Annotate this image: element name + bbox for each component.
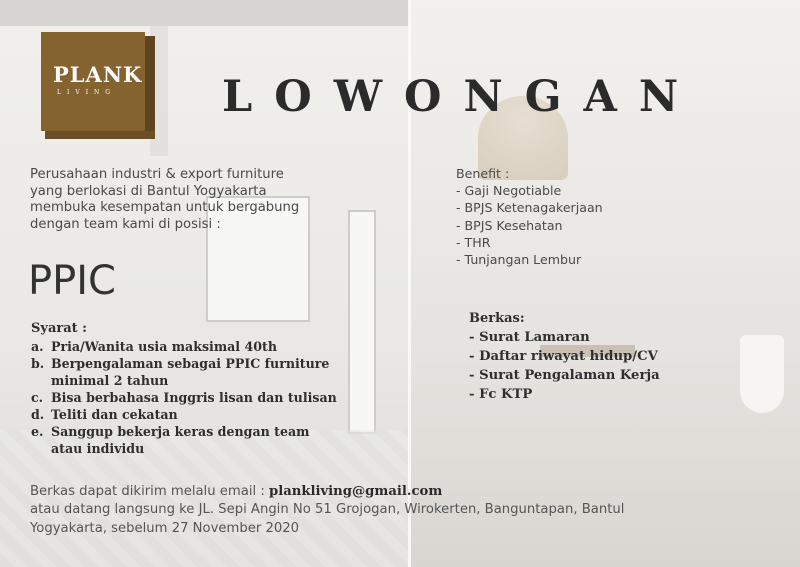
footer-contact <box>30 483 790 538</box>
benefit-item: - BPJS Kesehatan <box>456 217 563 233</box>
intro-text <box>30 167 390 233</box>
ceiling-beam <box>0 0 410 26</box>
benefit-section <box>456 165 603 268</box>
document-item: - Daftar riwayat hidup/CV <box>469 349 658 364</box>
document-item: - Fc KTP <box>469 387 533 402</box>
requirement-item <box>31 389 401 406</box>
item-label: d. <box>31 407 45 422</box>
requirement-item <box>31 423 401 440</box>
item-text: minimal 2 tahun <box>51 373 169 388</box>
item-label: e. <box>31 424 44 439</box>
document-item: - Surat Pengalaman Kerja <box>469 368 660 383</box>
benefit-list <box>456 182 603 268</box>
requirement-item <box>31 355 401 372</box>
logo-subtitle: LIVING <box>57 89 117 96</box>
item-text: Pria/Wanita usia maksimal 40th <box>51 339 277 354</box>
footer-address: atau datang langsung ke JL. Sepi Angin No 51 Grojogan, Wirokerten, Banguntapan, Bantul <box>30 502 625 518</box>
benefit-heading: Benefit : <box>456 166 510 181</box>
item-text: Bisa berbahasa Inggris lisan dan tulisan <box>51 390 337 405</box>
plank-living-logo <box>41 32 155 139</box>
requirements-list <box>31 338 401 457</box>
vase <box>740 335 784 413</box>
requirements-heading: Syarat : <box>31 321 87 336</box>
item-text: Teliti dan cekatan <box>51 407 178 422</box>
logo-box-bottom <box>45 131 155 139</box>
footer-line-email <box>30 483 790 501</box>
item-label: c. <box>31 390 44 405</box>
position-title: PPIC <box>28 258 116 304</box>
benefit-item: - Gaji Negotiable <box>456 183 562 199</box>
item-text: Sanggup bekerja keras dengan team <box>51 424 310 439</box>
requirement-item-continued <box>31 372 401 389</box>
intro-line: membuka kesempatan untuk bergabung <box>30 200 300 216</box>
item-label: b. <box>31 356 45 371</box>
logo-name: PLANK <box>53 62 143 87</box>
page-title: LOWONGAN <box>222 72 701 122</box>
requirement-item-continued <box>31 440 401 457</box>
intro-line: dengan team kami di posisi : <box>30 216 221 232</box>
documents-heading: Berkas: <box>469 311 525 326</box>
benefit-item: - THR <box>456 234 491 250</box>
benefit-item: - Tunjangan Lembur <box>456 252 582 268</box>
requirement-item <box>31 406 401 423</box>
item-text: Berpengalaman sebagai PPIC furniture <box>51 356 330 371</box>
logo-box-side <box>145 36 155 135</box>
requirement-item <box>31 338 401 355</box>
intro-line: yang berlokasi di Bantul Yogyakarta <box>30 183 267 199</box>
footer-email-prefix: Berkas dapat dikirim melalu email : <box>30 484 269 499</box>
documents-list <box>469 328 660 404</box>
item-label: a. <box>31 339 44 354</box>
contact-email: plankliving@gmail.com <box>268 484 443 499</box>
document-item: - Surat Lamaran <box>469 330 590 345</box>
benefit-item: - BPJS Ketenagakerjaan <box>456 200 603 216</box>
intro-line: Perusahaan industri & export furniture <box>30 167 284 182</box>
item-text: atau individu <box>51 441 145 456</box>
footer-deadline: Yogyakarta, sebelum 27 November 2020 <box>30 520 300 536</box>
